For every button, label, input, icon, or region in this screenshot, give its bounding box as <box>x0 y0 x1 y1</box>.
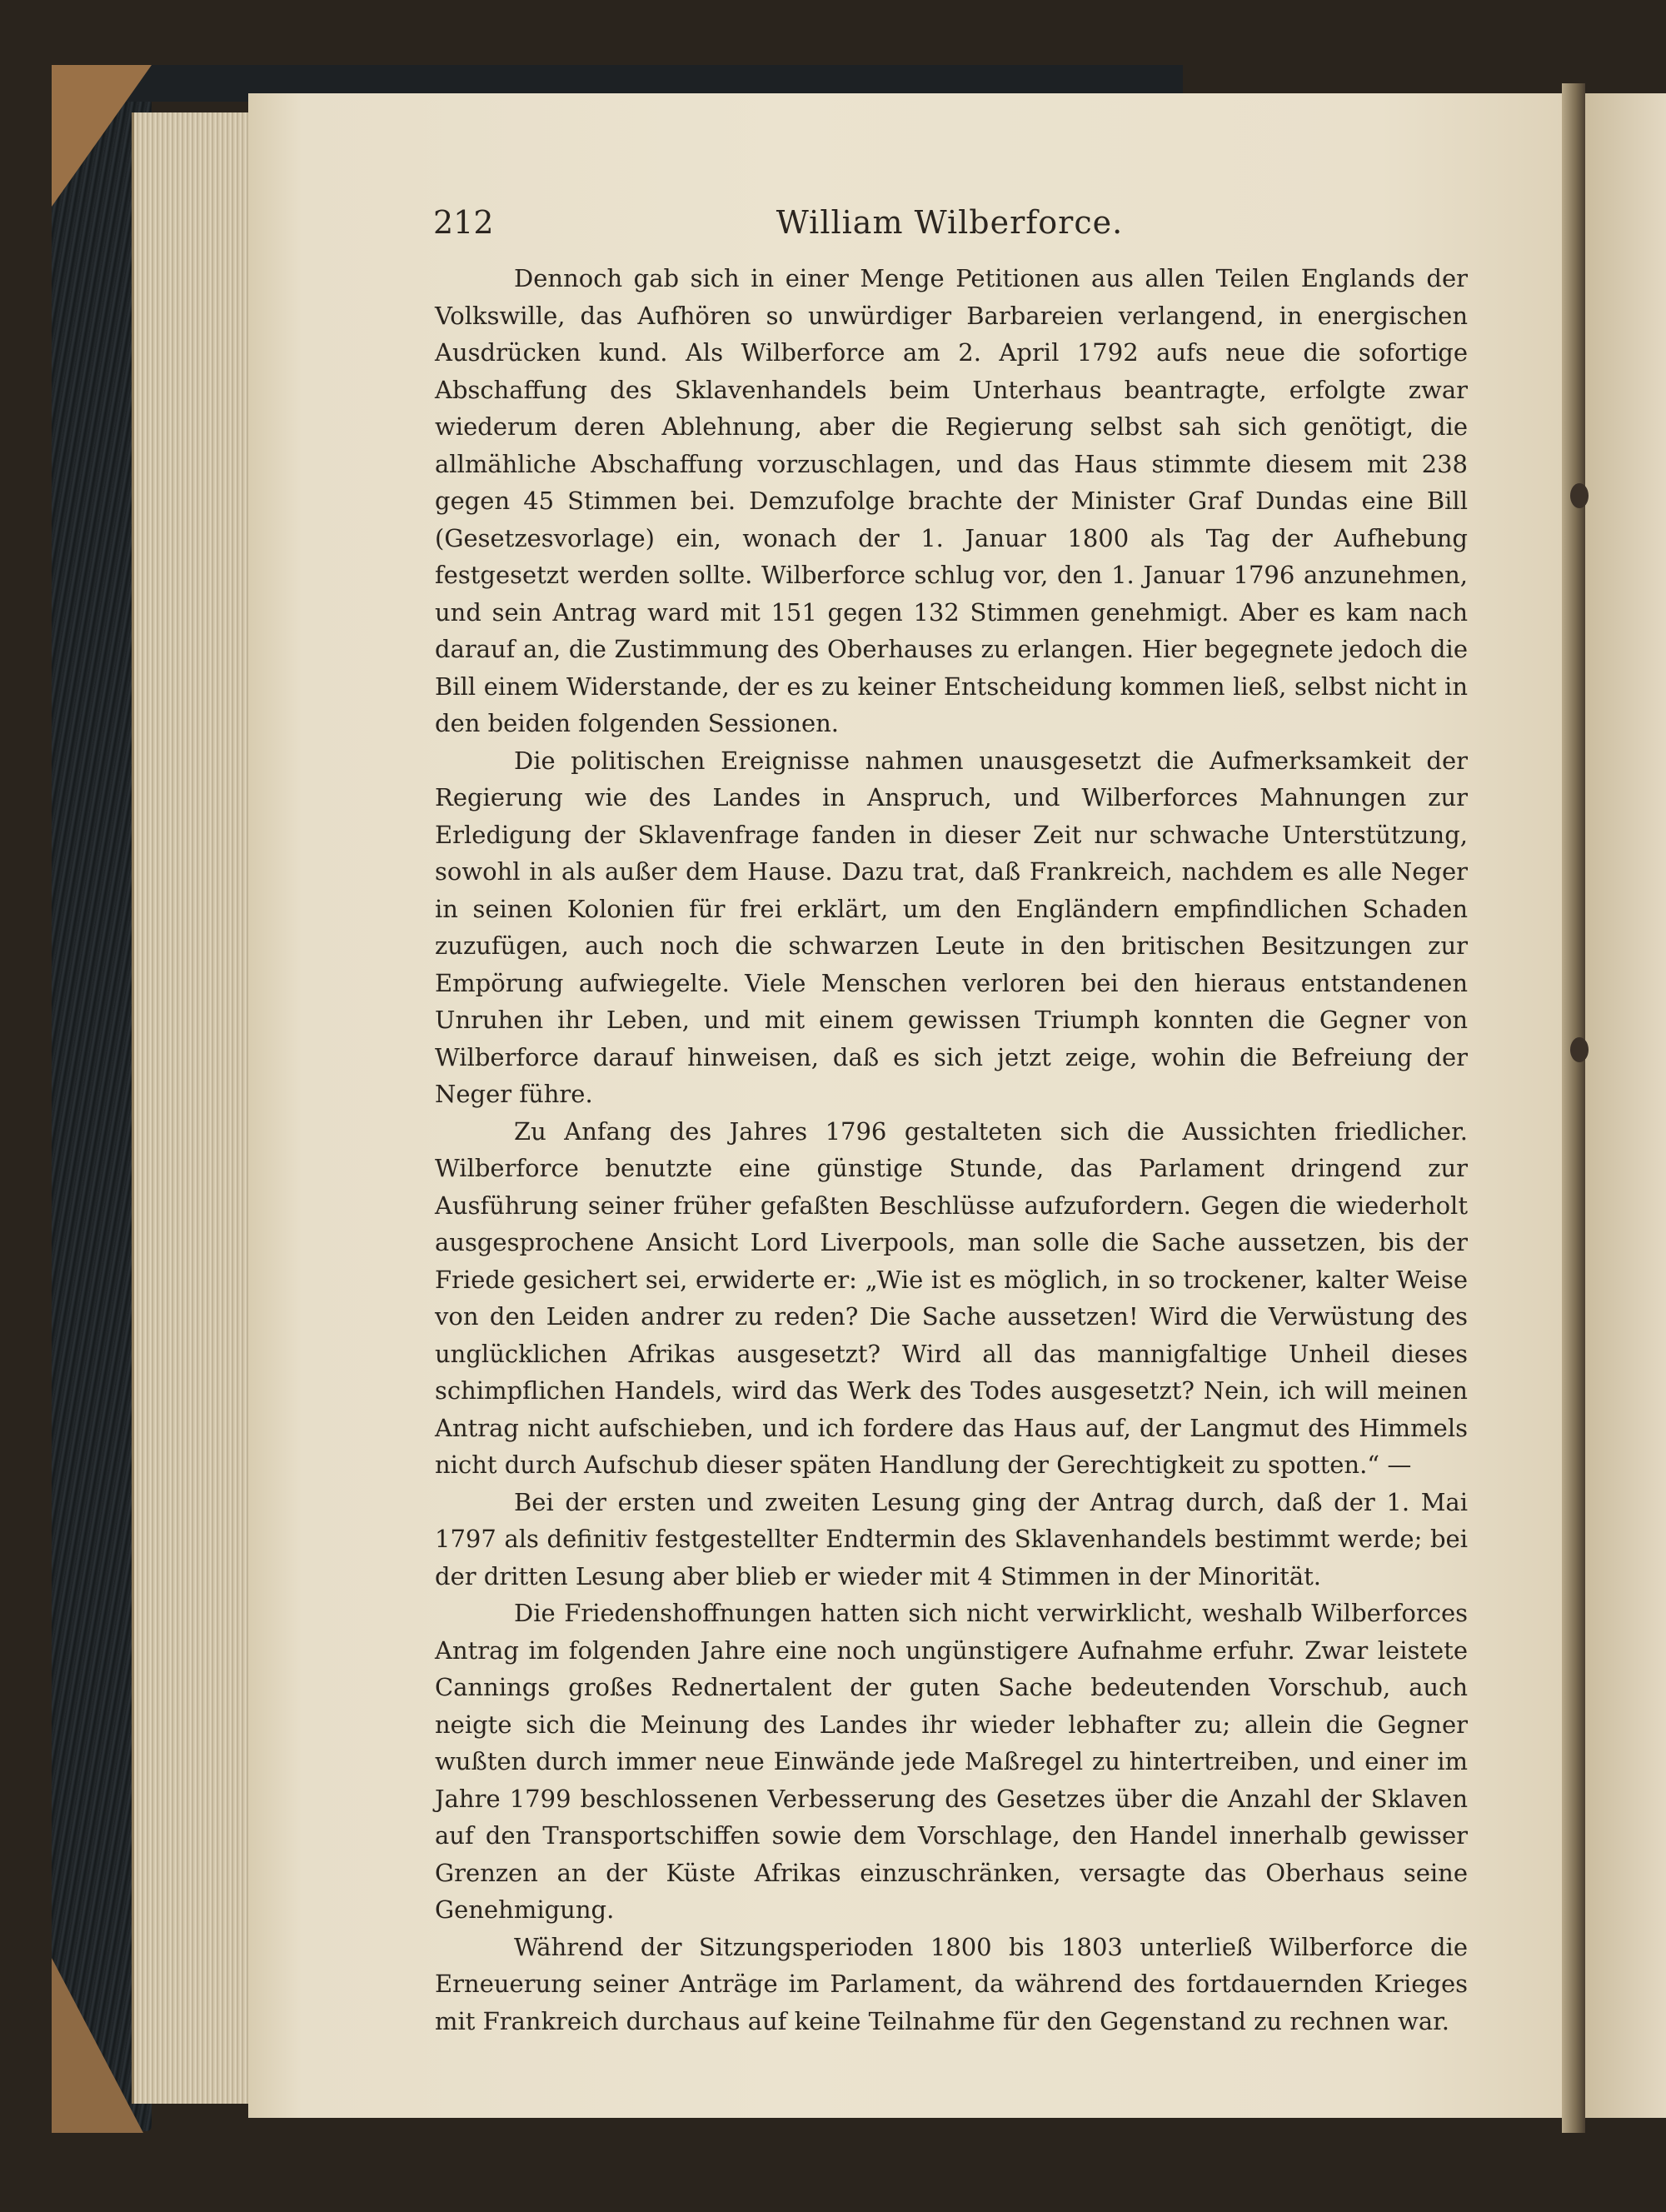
book-gutter <box>1562 83 1585 2133</box>
paragraph: Während der Sitzungsperioden 1800 bis 1803 unterließ Wilberforce die Erneuerung seiner Anträge im Parlament, da während des fortdauernden Krieges mit Frankreich durchaus auf keine Teilnahme für den Gegenstand zu rechnen war. <box>435 1932 1468 2035</box>
paragraph: Die politischen Ereignisse nahmen unausgesetzt die Aufmerksamkeit der Regierung wie des Landes in Anspruch, und Wilberforces Mahnungen zur Erledigung der Sklavenfrage fanden in dieser Zeit nur schwache Unterstützung, sowohl in als außer dem Hause. Dazu trat, daß Frankreich, nachdem es alle Neger in seinen Kolonien für frei erklärt, um den Engländern empfindlichen Schaden zuzufügen, auch noch die schwarzen Leute in den britischen Besitzungen zur Empörung aufwiegelte. Viele Menschen verloren bei den hieraus entstandenen Unruhen ihr Leben, und mit einem gewissen Triumph konnten die Gegner von Wilberforce darauf hinweisen, daß es sich jetzt zeige, wohin die Befreiung der Neger führe. <box>435 746 1468 1108</box>
paragraph: Die Friedenshoffnungen hatten sich nicht verwirklicht, weshalb Wilberforces Antrag im folgenden Jahre eine noch ungünstigere Aufnahme erfuhr. Zwar leistete Cannings großes Rednertalent der guten Sache bedeutenden Vorschub, auch neigte sich die Meinung des Landes ihr wieder lebhafter zu; allein die Gegner wußten durch immer neue Einwände jede Maßregel zu hintertreiben, und einer im Jahre 1799 beschlossenen Verbesserung des Gesetzes über die Anzahl der Sklaven auf den Transportschiffen sowie dem Vorschlage, den Handel innerhalb gewisser Grenzen an der Küste Afrikas einzuschränken, versagte das Oberhaus seine Genehmigung. <box>435 1599 1468 1924</box>
binding-ring <box>1570 1037 1589 1062</box>
paragraph: Zu Anfang des Jahres 1796 gestalteten sich die Aussichten friedlicher. Wilberforce benutzte eine günstige Stunde, das Parlament dringend zur Ausführung seiner früher gefaßten Beschlüsse aufzufordern. Gegen die wiederholt ausgesprochene Ansicht Lord Liverpools, man solle die Sache aussetzen, bis der Friede gesichert sei, erwiderte er: „Wie ist es möglich, in so trockener, kalter Weise von den Leiden andrer zu reden? Die Sache aussetzen! Wird die Verwüstung des unglücklichen Afrikas ausgesetzt? Wird all das mannigfaltige Unheil dieses schimpflichen Handels, wird das Werk des Todes ausgesetzt? Nein, ich will meinen Antrag nicht aufschieben, und ich fordere das Haus auf, der Langmut des Himmels nicht durch Aufschub dieser späten Handlung der Gerechtigkeit zu spotten.“ — <box>435 1116 1468 1479</box>
paragraph: Bei der ersten und zweiten Lesung ging der Antrag durch, daß der 1. Mai 1797 als definitiv festgestellter Endtermin des Sklavenhandels bestimmt werde; bei der dritten Lesung aber blieb er wieder mit 4 Stimmen in der Minorität. <box>435 1487 1468 1590</box>
page-body-text <box>435 260 1468 2040</box>
page-header <box>433 204 1466 254</box>
binding-ring <box>1570 483 1589 508</box>
facing-page-edge <box>1585 93 1666 2118</box>
paragraph: Dennoch gab sich in einer Menge Petitionen aus allen Teilen Englands der Volkswille, das Aufhören so unwürdiger Barbareien verlangend, in energischen Ausdrücken kund. Als Wilberforce am 2. April 1792 aufs neue die sofortige Abschaffung des Sklavenhandels beim Unterhaus beantragte, erfolgte zwar wiederum deren Ablehnung, aber die Regierung selbst sah sich genötigt, die allmähliche Abschaffung vorzuschlagen, und das Haus stimmte diesem mit 238 gegen 45 Stimmen bei. Demzufolge brachte der Minister Graf Dundas eine Bill (Gesetzesvorlage) ein, wonach der 1. Januar 1800 als Tag der Aufhebung festgesetzt werden sollte. Wilberforce schlug vor, den 1. Januar 1796 anzunehmen, und sein Antrag ward mit 151 gegen 132 Stimmen genehmigt. Aber es kam nach darauf an, die Zustimmung des Oberhauses zu erlangen. Hier begegnete jedoch die Bill einem Widerstande, der es zu keiner Entscheidung kommen ließ, selbst nicht in den beiden folgenden Sessionen. <box>435 264 1468 737</box>
page-block-edges <box>132 112 251 2104</box>
running-title: William Wilberforce. <box>776 204 1124 241</box>
page-number: 212 <box>433 204 494 241</box>
cover-leather-corner-bottom <box>52 1958 143 2133</box>
